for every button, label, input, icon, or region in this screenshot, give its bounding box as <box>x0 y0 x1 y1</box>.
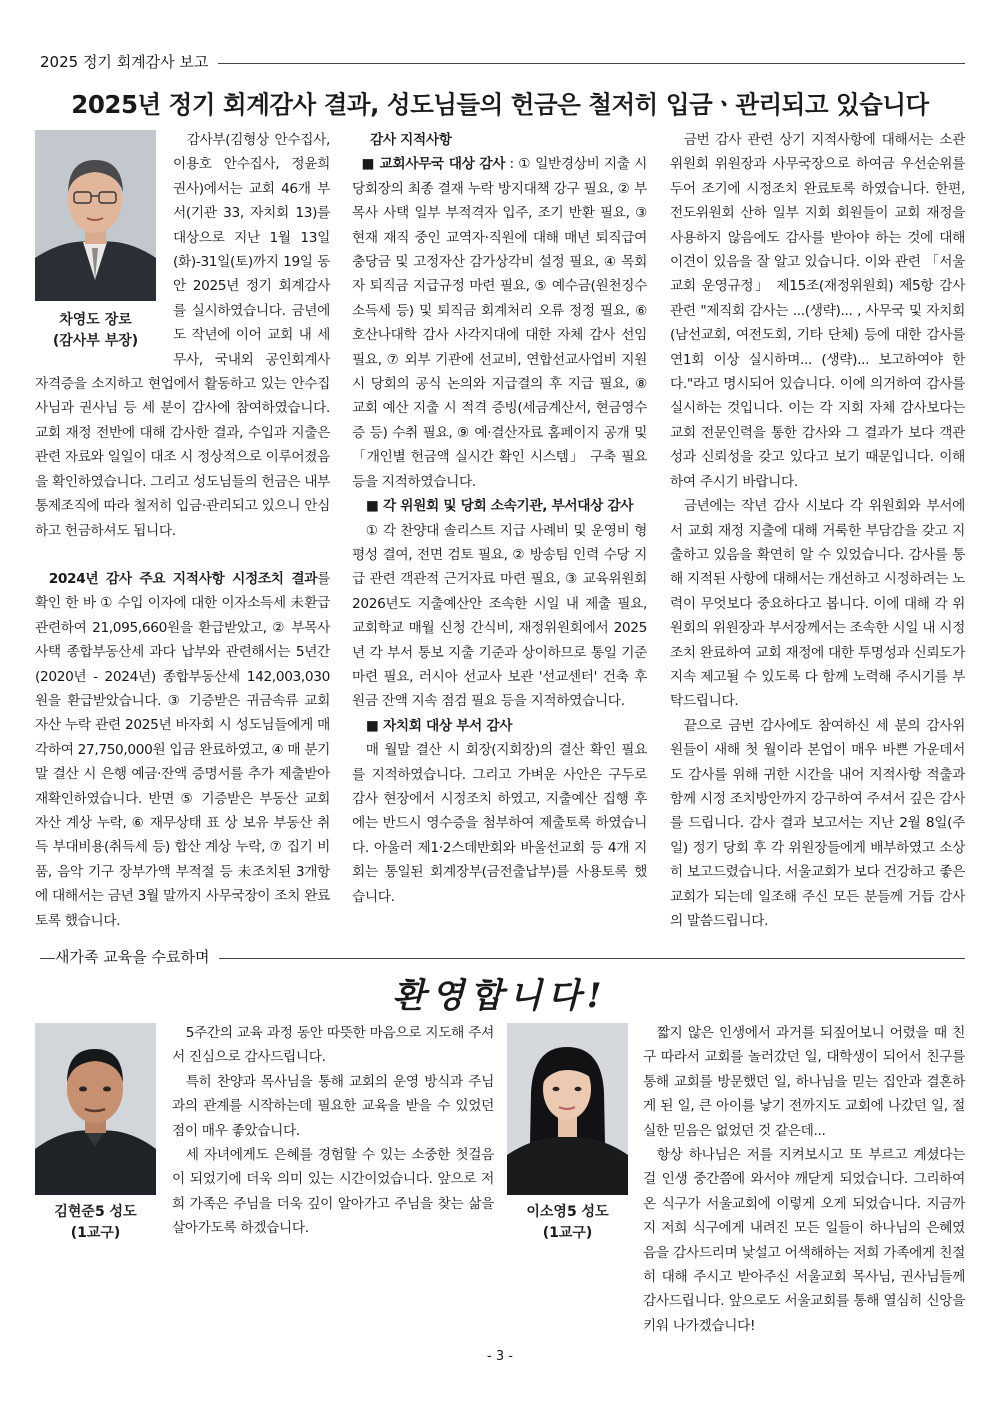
testimony-paragraph: 세 자녀에게도 은혜를 경험할 수 있는 소중한 첫걸음이 되었기에 더욱 의미 있는 시간이었습니다. 앞으로 저희 가족은 주님을 더욱 깊이 알아가고 주님을 찾는 삶을 살아가도록 하겠습니다. <box>172 1147 494 1237</box>
article-subheading: ■ 각 위원회 및 당회 소속기관, 부서대상 감사 <box>366 498 634 515</box>
column-title: 감사 지적사항 <box>370 132 452 148</box>
member-photo-1 <box>35 1023 156 1195</box>
author-name: 차영도 장로 <box>59 312 132 328</box>
article-paragraph: 감사부(김형상 안수집사, 이용호 안수집사, 정윤희 권사)에서는 교회 46개 부서(기관 33, 자치회 13)를 대상으로 지난 1월 13일(화)-31일(토)까지 19일 동안 2025년 정기 회계감사를 실시하였습니다. 금년에도 작년에 이어 교회 내 세무사, 국내외 공인회계사 자격증을 소지하고 현업에서 활동하고 있는 안수집사님과 권사님 등 세 분이 감사에 참여하였습니다. 교회 재정 전반에 대해 감사한 결과, 수입과 지출은 관련 자료와 일일이 대조 시 정상적으로 이루어졌음을 확인하였습니다. 그리고 성도님들의 헌금은 내부 통제조직에 따라 철저히 입금·관리되고 있으니 안심하고 헌금하셔도 됩니다. <box>35 132 330 539</box>
member-name-2: 이소영5 성도 <box>526 1204 609 1220</box>
section-label-audit: 2025 정기 회계감사 보고 <box>40 51 218 72</box>
testimony-paragraph: 짧지 않은 인생에서 과거를 되짚어보니 어렸을 때 친구 따라서 교회를 놀러갔던 일, 대학생이 되어서 친구를 통해 교회를 방문했던 일, 하나님을 믿는 집안과 결혼하게 된 일, 큰 아이를 낳기 전까지도 교회에 나갔던 일, 절실한 믿음은 없었던 것 같은데... <box>643 1025 965 1139</box>
article-paragraph: 금번 감사 관련 상기 지적사항에 대해서는 소관 위원회 위원장과 사무국장으로 하여금 우선순위를 두어 조기에 시정조치 완료토록 하였습니다. 한편, 전도위원회 산하 일부 지회 회원들이 교회 재정을 사용하지 않음에도 감사를 받아야 하는 것에 대해 이견이 있음을 잘 알고 있습니다. 이와 관련 「서울교회 운영규정」 제15조(재정위원회) 제5항 감사 관련 "제직회 감사는 ...(생략)... , 사무국 및 자치회(남선교회, 여전도회, 기타 단체) 등에 대한 감사를 연1회 이상 실시하며... (생략)... 보고하여야 한다."라고 명시되어 있습니다. 이에 의거하여 감사를 실시하는 것입니다. 이는 각 지회 자체 감사보다는 교회 전문인력을 통한 감사와 그 결과가 보다 객관성과 신뢰성을 갖고 있다고 보기 때문입니다. 이해하여 주시기 바랍니다. <box>670 132 965 490</box>
article-text: : ① 일반경상비 지출 시 당회장의 최종 결재 누락 방지대책 강구 필요, ② 부목사 사택 일부 부적격자 입주, 조기 반환 필요, ③ 현재 재직 중인 교역자·직원에 대해 매년 퇴직급여충당금 및 고정자산 감가상각비 설정 필요, ④ 목회자 퇴직금 지급규정 마련 필요, ⑤ 예수금(원천징수 소득세 등) 및 퇴직금 회계처리 오류 정정 필요, ⑥ 호산나대학 감사 사각지대에 대한 자체 감사 선임 필요, ⑦ 외부 기관에 선교비, 연합선교사업비 지원 시 당회의 공식 논의와 지급결의 후 지급 필요, ⑧ 교회 예산 지출 시 적격 증빙(세금계산서, 현금영수증 등) 수취 필요, ⑨ 예·결산자료 홈페이지 공개 및 「개인별 헌금액 실시간 확인 시스템」 구축 필요 등을 지적하였습니다. <box>352 156 647 490</box>
article-paragraph: 끝으로 금번 감사에도 참여하신 세 분의 감사위원들이 새해 첫 월이라 본업이 매우 바쁜 가운데서도 감사를 위해 귀한 시간을 내어 지적사항 적출과 함께 시정 조치방안까지 강구하여 주셔서 깊은 감사를 드립니다. 감사 결과 보고서는 지난 2월 8일(주일) 정기 당회 후 각 위원장들에게 배부하였고 소상히 보고드렸습니다. 서울교회가 보다 건강하고 좋은 교회가 되는데 일조해 주신 모든 분들께 거듭 감사의 말씀드립니다. <box>670 717 965 929</box>
welcome-title: 환영합니다! <box>392 976 608 1016</box>
photo-float-spacer <box>35 128 173 372</box>
member-name-1: 김현준5 성도 <box>54 1204 137 1220</box>
article-column-3 <box>670 128 965 933</box>
author-role: (감사부 부장) <box>52 333 139 349</box>
headline: 2025년 정기 회계감사 결과, 성도님들의 헌금은 철저히 입금ㆍ관리되고 있습니다 <box>71 90 929 119</box>
article-column-2 <box>352 128 647 909</box>
member-group-2: (1교구) <box>542 1225 593 1241</box>
article-paragraph <box>352 152 647 494</box>
article-subheading: ■ 교회사무국 대상 감사 <box>361 156 506 173</box>
section-label-newfamily: 새가족 교육을 수료하며 <box>55 946 219 967</box>
article-text: 를 확인 한 바 ① 수입 이자에 대한 이자소득세 未환급 관련하여 21,095,660원을 환급받았고, ② 부목사 사택 종합부동산세 과다 납부와 관련해서는 5년간(2020년 - 2024년) 종합부동산세 142,003,030원을 환급받았습니다. ③ 기증받은 귀금속류 교회 자산 누락 관련 2025년 바자회 시 성도님들에게 매각하여 27,750,000원 입금 완료하였고, ④ 매 분기 말 결산 시 은행 예금·잔액 증명서를 추가 제출받아 재확인하였습니다. 반면 ⑤ 기증받은 부동산 교회 자산 계상 누락, ⑥ 재무상태 표 상 보유 부동산 취득 부대비용(취득세 등) 합산 계상 누락, ⑦ 집기 비품, 음악 기구 장부가액 부적절 등 未조치된 3개항에 대해서는 금년 3월 말까지 사무국장이 조치 완료토록 했습니다. <box>35 570 331 929</box>
article-paragraph: 매 월말 결산 시 회장(지회장)의 결산 확인 필요를 지적하였습니다. 그리고 가벼운 사안은 구두로 감사 현장에서 시정조치 하였고, 지출예산 집행 후에는 반드시 영수증을 첨부하여 제출토록 하였습니다. 아울러 제1·2스데반회와 바울선교회 등 4개 지회는 통일된 회계장부(금전출납부)를 사용토록 했습니다. <box>352 742 647 905</box>
paragraph-gap <box>35 543 330 567</box>
testimony-paragraph: 항상 하나님은 저를 지켜보시고 또 부르고 계셨다는 걸 인생 중간쯤에 와서야 깨닫게 되었습니다. 그리하여 온 식구가 서울교회에 이렇게 오게 되었습니다. 지금까지 저희 식구에게 내려진 모든 일들이 하나님의 은혜였음을 감사드리며 낯설고 어색해하는 저희 가족에게 친절히 대해 주시고 받아주신 서울교회 목사님, 권사님들께 감사드립니다. 앞으로도 서울교회를 통해 열심히 신앙을 키워 나가겠습니다! <box>643 1147 965 1334</box>
testimony-column-1 <box>172 1021 494 1241</box>
member-caption-2 <box>502 1202 633 1244</box>
article-paragraph: ① 각 찬양대 솔리스트 지급 사례비 및 운영비 형평성 결여, 전면 검토 필요, ② 방송팀 인력 수당 지급 관련 객관적 근거자료 마련 필요, ③ 교육위원회 2026년도 지출예산안 조속한 시일 내 제출 필요, 교회학교 매월 신청 간식비, 재정위원회에서 2025년 각 부서 통보 지출 기준과 상이하므로 통일 기준 마련 필요, 러시아 선교사 보관 '선교센터' 건축 후원금 잔액 지속 점검 필요 등을 지적하였습니다. <box>352 522 647 710</box>
testimony-paragraph: 특히 찬양과 목사님을 통해 교회의 운영 방식과 주님과의 관계를 시작하는데 필요한 교육을 받을 수 있었던 점이 매우 좋았습니다. <box>172 1073 494 1139</box>
page-number: - 3 - <box>487 1349 513 1364</box>
testimony-column-2 <box>643 1021 965 1338</box>
article-column-1 <box>35 128 330 933</box>
member-photo-2 <box>507 1023 628 1195</box>
member-caption-1 <box>30 1202 161 1244</box>
testimony-paragraph: 5주간의 교육 과정 동안 따뜻한 마음으로 지도해 주셔서 진심으로 감사드립니다. <box>172 1025 494 1066</box>
member-group-1: (1교구) <box>70 1225 121 1241</box>
article-paragraph <box>35 567 330 933</box>
article-subheading: 2024년 감사 주요 지적사항 시정조치 결과 <box>48 570 318 587</box>
article-subheading: ■ 자치회 대상 부서 감사 <box>366 717 513 734</box>
article-paragraph: 금년에는 작년 감사 시보다 각 위원회와 부서에서 교회 재정 지출에 대해 거룩한 부담감을 갖고 지출하고 있음을 확연히 알 수 있었습니다. 감사를 통해 지적된 사항에 대해서는 개선하고 시정하려는 노력이 무엇보다 중요하다고 봅니다. 이에 대해 각 위원회의 위원장과 부서장께서는 조속한 시일 내 시정조치 완료하여 교회 재정에 대한 투명성과 신뢰도가 지속 제고될 수 있도록 다 함께 노력해 주시기를 부탁드립니다. <box>670 498 965 710</box>
